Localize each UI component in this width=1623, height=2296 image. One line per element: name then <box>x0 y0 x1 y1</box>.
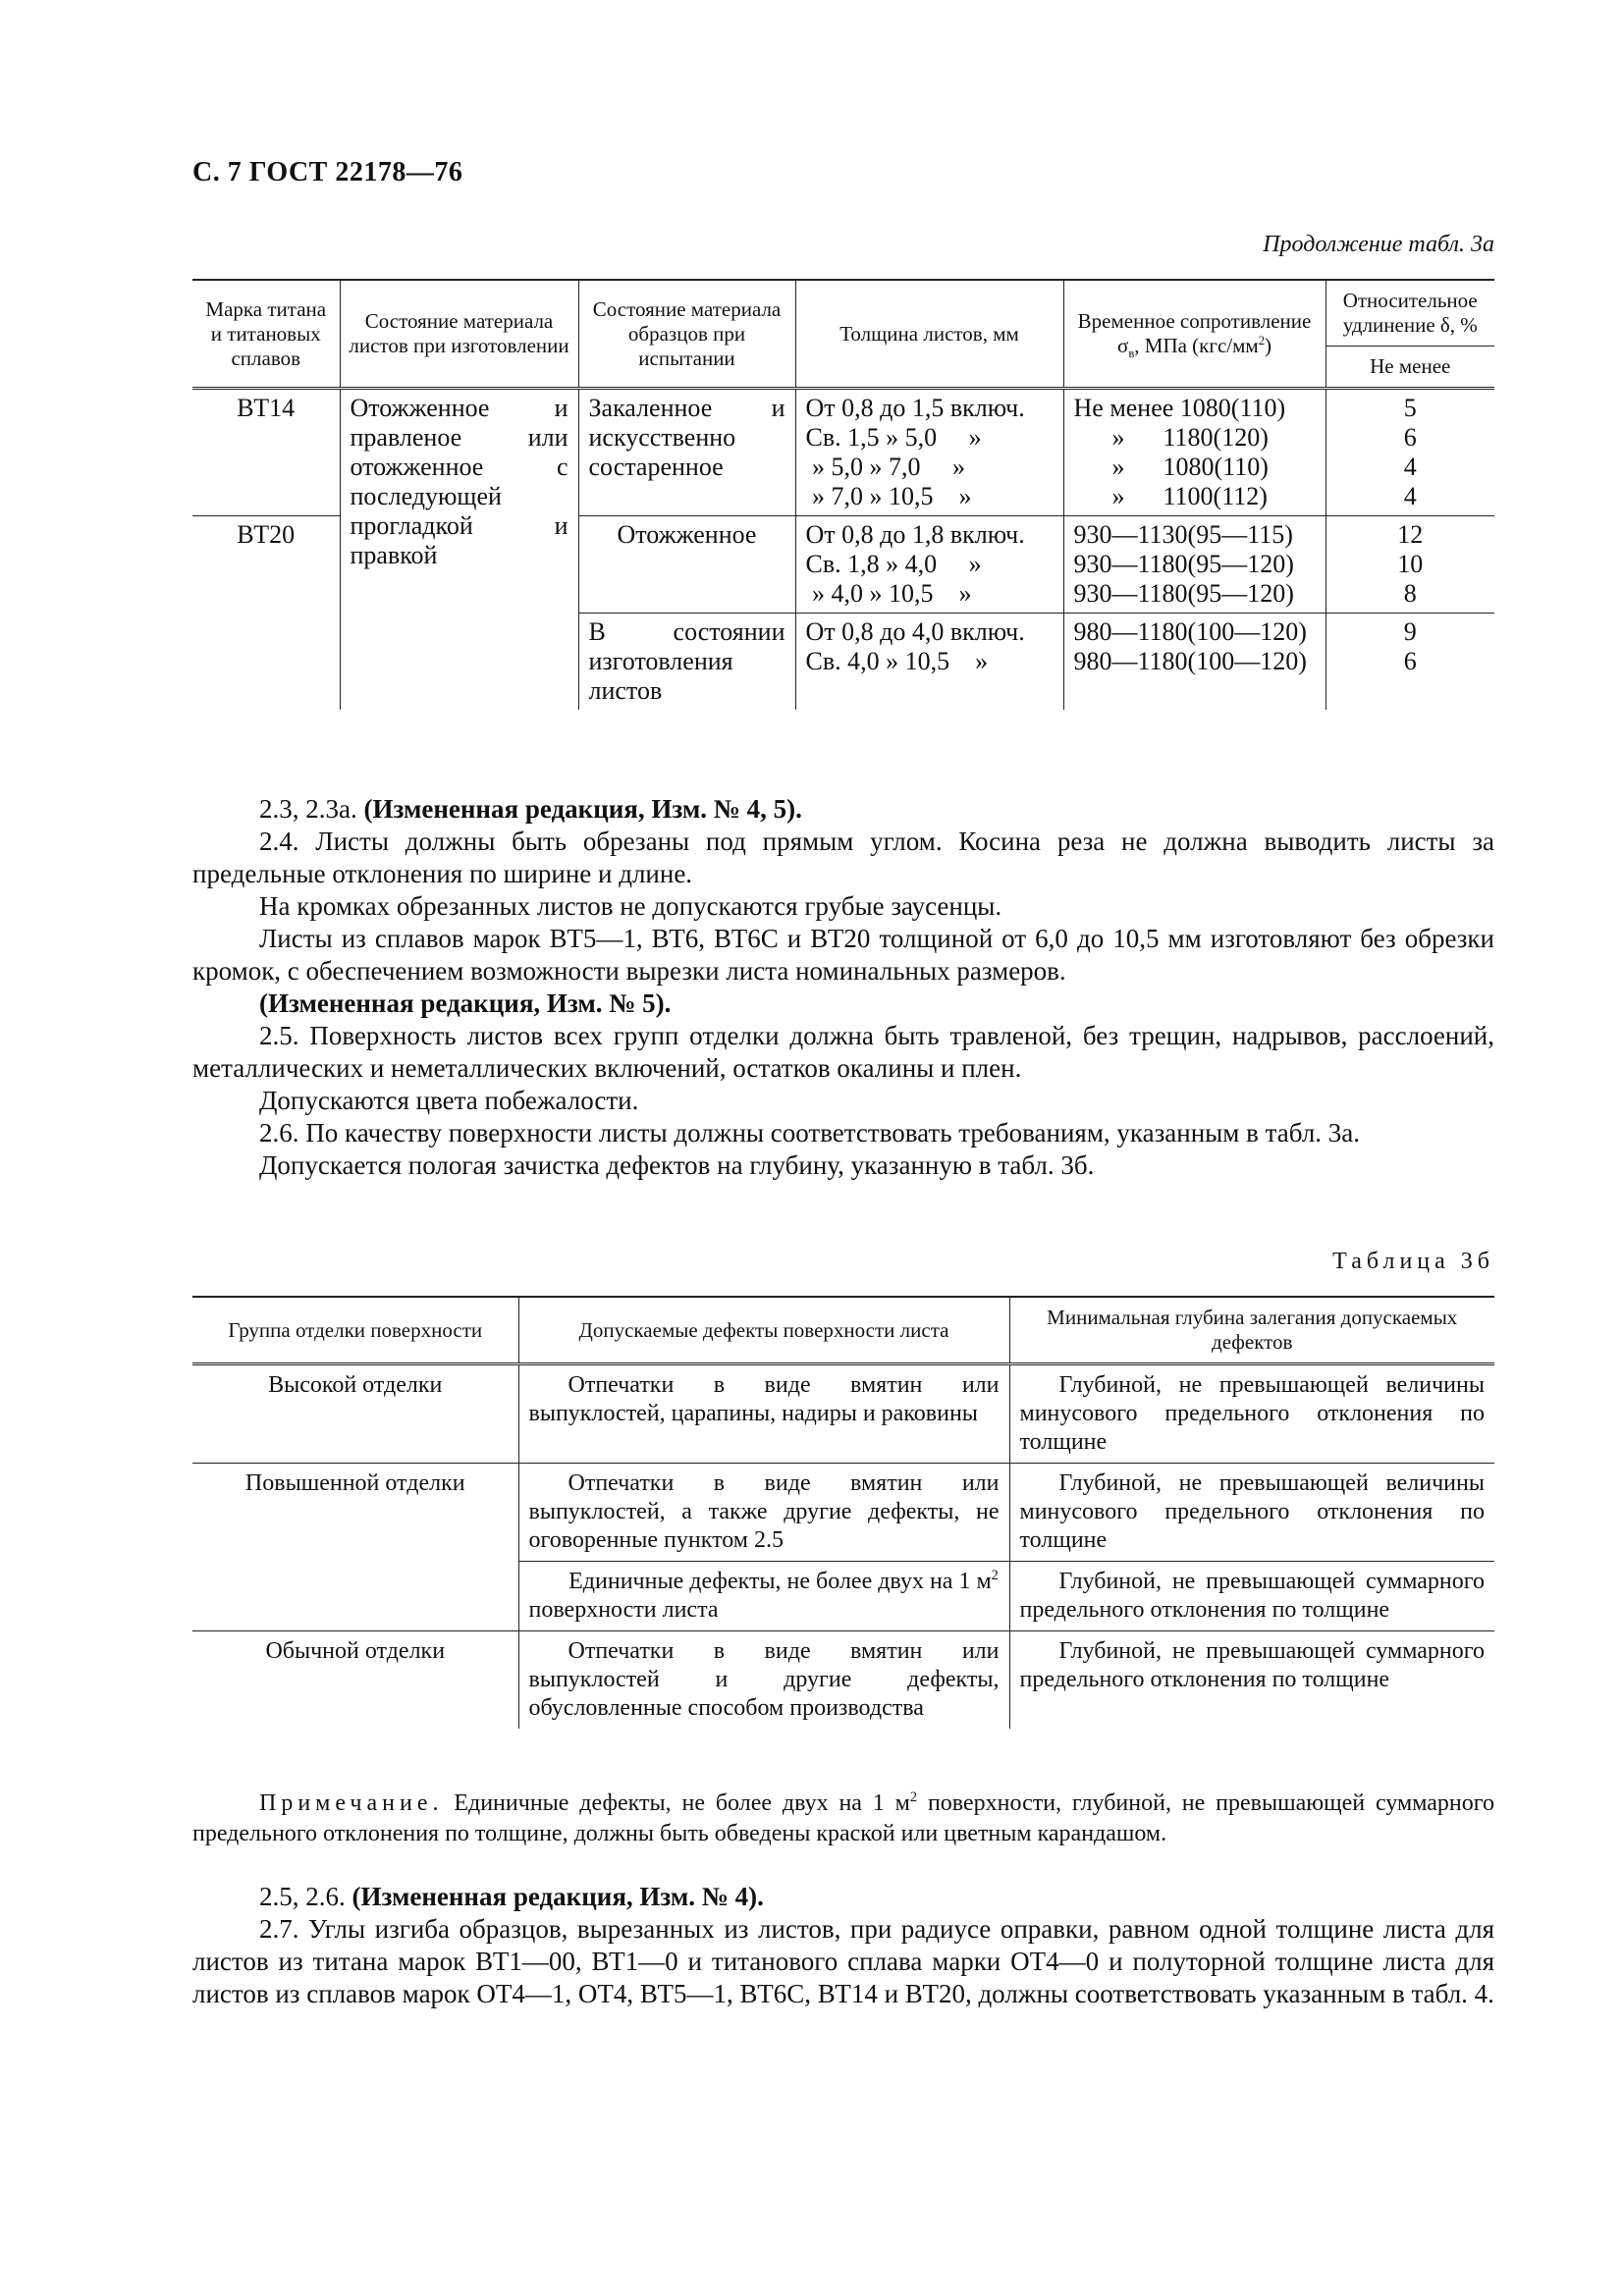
paragraph: 2.6. По качеству поверхности листы должны соответствовать требованиям, указанным в табл. 3а. <box>259 1118 1361 1148</box>
depth-cell: Глубиной, не превышающей величины минусового предельного отклонения по толщине <box>1009 1364 1494 1464</box>
elongation-value: 4 <box>1403 482 1417 510</box>
grade-vt14: ВТ14 <box>192 389 340 516</box>
table-note <box>192 1789 1494 1849</box>
strength-line: 980—1180(100—120) <box>1073 647 1307 675</box>
superscript: 2 <box>991 1568 999 1583</box>
paragraph: 2.5. Поверхность листов всех групп отделки должна быть травленой, без трещин, надрывов, расслоений, металлических и неметаллических включений, остатков окалины и плен. <box>192 1021 1494 1083</box>
strength-line: 930—1180(95—120) <box>1073 579 1294 608</box>
page-header: С. 7 ГОСТ 22178—76 <box>192 157 463 187</box>
amendment-note: (Измененная редакция, Изм. № 4, 5). <box>363 794 802 824</box>
defect-cell: Отпечатки в виде вмятин или выпуклостей, царапины, надиры и раковины <box>518 1364 1009 1464</box>
strength-line: » 1080(110) <box>1073 453 1269 481</box>
group-cell: Повышенной отделки <box>192 1464 518 1631</box>
test-state-2: Отожженное <box>578 516 795 614</box>
defect-cell: Отпечатки в виде вмятин или выпуклостей и другие дефекты, обусловленные способом производства <box>518 1631 1009 1730</box>
header-grade: Марка титана и титановых сплавов <box>192 280 340 389</box>
elongation-value: 5 <box>1403 394 1417 422</box>
elongation-3 <box>1325 614 1494 711</box>
table-3a-caption: Продолжение табл. 3а <box>1263 232 1494 257</box>
defect-cell <box>518 1562 1009 1631</box>
table-row <box>192 1464 1494 1562</box>
paragraph <box>192 793 1494 826</box>
depth-cell: Глубиной, не превышающей суммарного предельного отклонения по толщине <box>1009 1562 1494 1631</box>
elongation-value: 10 <box>1397 550 1424 578</box>
test-state-1: Закаленное и искусственно состаренное <box>578 389 795 516</box>
header-state-test: Состояние материала образцов при испытании <box>578 280 795 389</box>
elongation-value: 4 <box>1403 453 1417 481</box>
strength-line: 980—1180(100—120) <box>1073 617 1307 646</box>
defect-cell: Отпечатки в виде вмятин или выпуклостей, а также другие дефекты, не оговоренные пунктом 2.5 <box>518 1464 1009 1562</box>
table-3a <box>192 279 1494 710</box>
paragraph: 2.7. Углы изгиба образцов, вырезанных из листов, при радиусе оправки, равном одной толщине листа для листов из титана марок ВТ1—00, ВТ1—0 и титанового сплава марки ОТ4—0 и полуторной толщине листа для листов из сплавов марок ОТ4—1, ОТ4, ВТ5—1, ВТ6С, ВТ14 и ВТ20, должны соответствовать указанным в табл. 4. <box>192 1914 1494 2008</box>
strength-line: 930—1180(95—120) <box>1073 550 1294 578</box>
header-elongation: Относительное удлинение δ, % <box>1325 280 1494 347</box>
thickness-line: От 0,8 до 4,0 включ. <box>805 617 1025 646</box>
manufacture-state: Отожженное и правленое или отожженное с последующей прогладкой и правкой <box>340 389 578 711</box>
defect-text: Единичные дефекты, не более двух на 1 м <box>568 1569 992 1594</box>
note-text: поверхности, глубиной, не превышающей суммарного предельного отклонения по толщине, должны быть обведены краской или цветным карандашом. <box>192 1790 1494 1846</box>
strength-2 <box>1063 516 1325 614</box>
note-text: Единичные дефекты, не более двух на 1 м <box>443 1790 910 1816</box>
superscript: 2 <box>909 1789 918 1805</box>
strength-line: » 1100(112) <box>1073 482 1268 510</box>
paragraph: На кромках обрезанных листов не допускаются грубые заусенцы. <box>259 891 1002 921</box>
strength-line: Не менее 1080(110) <box>1073 394 1286 422</box>
table-3b-caption: Таблица 3б <box>1332 1249 1494 1274</box>
test-state-3: В состоянии изготовления листов <box>578 614 795 711</box>
grade-vt20: ВТ20 <box>192 516 340 711</box>
thickness-line: » 5,0 » 7,0 » <box>805 453 965 481</box>
paragraph: Листы из сплавов марок ВТ5—1, ВТ6, ВТ6С и ВТ20 толщиной от 6,0 до 10,5 мм изготовляют без обрезки кромок, с обеспечением возможности вырезки листа номинальных размеров. <box>192 924 1494 986</box>
elongation-value: 9 <box>1403 617 1417 646</box>
elongation-1 <box>1325 389 1494 516</box>
table-row <box>192 1631 1494 1730</box>
strength-3 <box>1063 614 1325 711</box>
thickness-line: » 7,0 » 10,5 » <box>805 482 972 510</box>
thickness-line: Св. 1,5 » 5,0 » <box>805 423 982 452</box>
table-row <box>192 389 1494 516</box>
table-row <box>192 1364 1494 1464</box>
amendment-note: (Измененная редакция, Изм. № 4). <box>352 1882 764 1911</box>
header-state-manufacture: Состояние материала листов при изготовлении <box>340 280 578 389</box>
thickness-2 <box>795 516 1063 614</box>
header-thickness: Толщина листов, мм <box>795 280 1063 389</box>
header-defects: Допускаемые дефекты поверхности листа <box>518 1297 1009 1364</box>
elongation-value: 6 <box>1403 423 1417 452</box>
body-text-section-2 <box>192 1881 1494 2010</box>
body-text-section-1 <box>192 793 1494 1182</box>
elongation-value: 8 <box>1403 579 1417 608</box>
defect-text: поверхности листа <box>528 1597 719 1623</box>
thickness-line: Св. 4,0 » 10,5 » <box>805 647 989 675</box>
elongation-value: 12 <box>1397 520 1424 549</box>
thickness-line: От 0,8 до 1,8 включ. <box>805 520 1025 549</box>
thickness-3 <box>795 614 1063 711</box>
thickness-line: Св. 1,8 » 4,0 » <box>805 550 982 578</box>
paragraph-text: 2.3, 2.3а. <box>259 794 364 824</box>
thickness-line: » 4,0 » 10,5 » <box>805 579 972 608</box>
note-label: Примечание. <box>259 1790 444 1816</box>
elongation-value: 6 <box>1403 647 1417 675</box>
amendment-note: (Измененная редакция, Изм. № 5). <box>259 988 672 1018</box>
header-depth: Минимальная глубина залегания допускаемых дефектов <box>1009 1297 1494 1364</box>
header-group: Группа отделки поверхности <box>192 1297 518 1364</box>
header-strength <box>1063 280 1325 389</box>
depth-cell: Глубиной, не превышающей суммарного предельного отклонения по толщине <box>1009 1631 1494 1730</box>
depth-cell: Глубиной, не превышающей величины минусового предельного отклонения по толщине <box>1009 1464 1494 1562</box>
paragraph-text: 2.5, 2.6. <box>259 1882 352 1911</box>
header-elongation-sub: Не менее <box>1325 347 1494 389</box>
elongation-2 <box>1325 516 1494 614</box>
paragraph: Допускается пологая зачистка дефектов на глубину, указанную в табл. 3б. <box>259 1150 1095 1180</box>
paragraph <box>192 1881 1494 1913</box>
strength-line: » 1180(120) <box>1073 423 1269 452</box>
header-strength-text: Временное сопротивление $\sigma_в$, МПа $(кгс/мм^2)$ <box>1077 309 1312 361</box>
strength-1 <box>1063 389 1325 516</box>
thickness-line: От 0,8 до 1,5 включ. <box>805 394 1025 422</box>
thickness-1 <box>795 389 1063 516</box>
group-cell: Обычной отделки <box>192 1631 518 1730</box>
paragraph: Допускаются цвета побежалости. <box>259 1086 639 1115</box>
paragraph: 2.4. Листы должны быть обрезаны под прямым углом. Косина реза не должна выводить листы за предельные отклонения по ширине и длине. <box>192 827 1494 888</box>
strength-line: 930—1130(95—115) <box>1073 520 1293 549</box>
group-cell: Высокой отделки <box>192 1364 518 1464</box>
table-3b <box>192 1296 1494 1729</box>
